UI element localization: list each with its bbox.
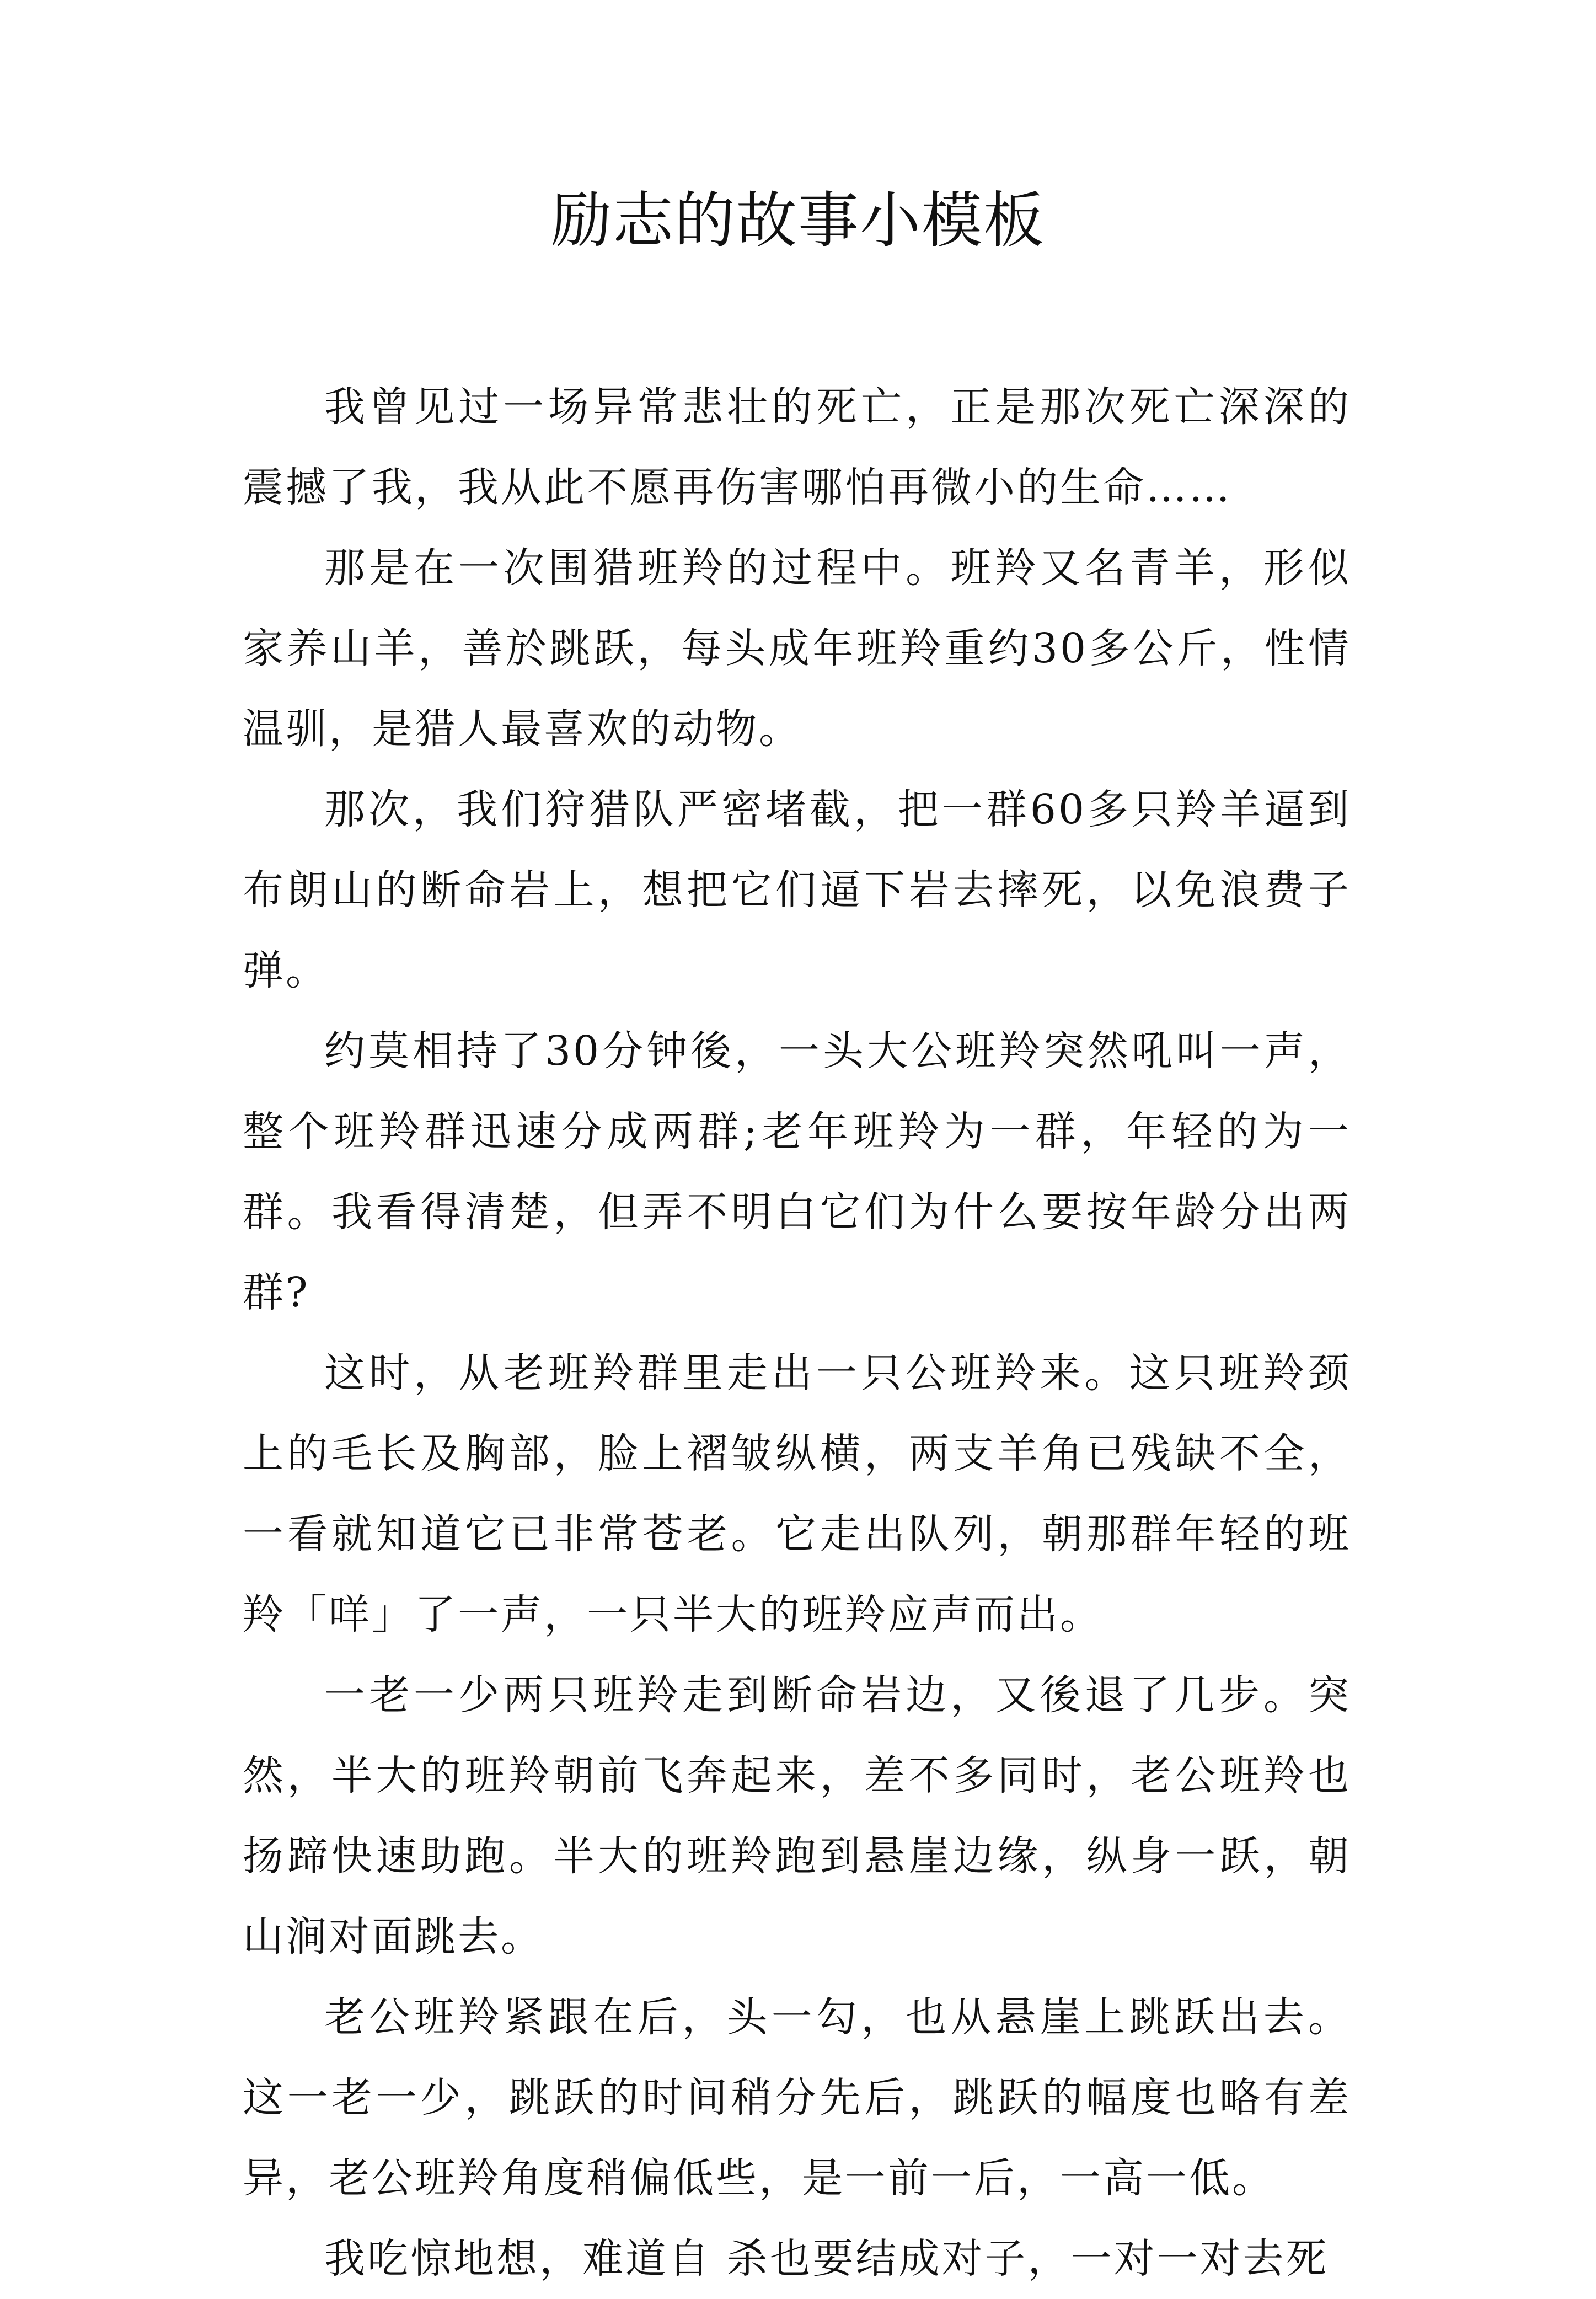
paragraph-8: 我吃惊地想，难道自 杀也要结成对子，一对一对去死 <box>324 2235 1329 2282</box>
paragraph-4: 约莫相持了30分钟後，一头大公班羚突然吼叫一声，整个班羚群迅速分成两群;老年班羚为一群，年轻的为一群。我看得清楚，但弄不明白它们为什么要按年龄分出两群? <box>243 1027 1351 1316</box>
document-body <box>243 367 1351 2299</box>
paragraph-2: 那是在一次围猎班羚的过程中。班羚又名青羊，形似家养山羊，善於跳跃，每头成年班羚重约30多公斤，性情温驯，是猎人最喜欢的动物。 <box>243 544 1351 753</box>
paragraph-6: 一老一少两只班羚走到断命岩边，又後退了几步。突然，半大的班羚朝前飞奔起来，差不多同时，老公班羚也扬蹄快速助跑。半大的班羚跑到悬崖边缘，纵身一跃，朝山涧对面跳去。 <box>243 1671 1351 1960</box>
paragraph-5: 这时，从老班羚群里走出一只公班羚来。这只班羚颈上的毛长及胸部，脸上褶皱纵横，两支羊角已残缺不全，一看就知道它已非常苍老。它走出队列，朝那群年轻的班羚「咩」了一声，一只半大的班羚应声而出。 <box>243 1349 1351 1638</box>
paragraph-3: 那次，我们狩猎队严密堵截，把一群60多只羚羊逼到布朗山的断命岩上，想把它们逼下岩去摔死，以免浪费子弹。 <box>243 786 1351 994</box>
document-title: 励志的故事小模板 <box>551 185 1045 256</box>
paragraph-1: 我曾见过一场异常悲壮的死亡，正是那次死亡深深的震撼了我，我从此不愿再伤害哪怕再微小的生命…… <box>243 383 1351 511</box>
paragraph-7: 老公班羚紧跟在后，头一勾，也从悬崖上跳跃出去。这一老一少，跳跃的时间稍分先后，跳跃的幅度也略有差异，老公班羚角度稍偏低些，是一前一后，一高一低。 <box>243 1993 1351 2202</box>
